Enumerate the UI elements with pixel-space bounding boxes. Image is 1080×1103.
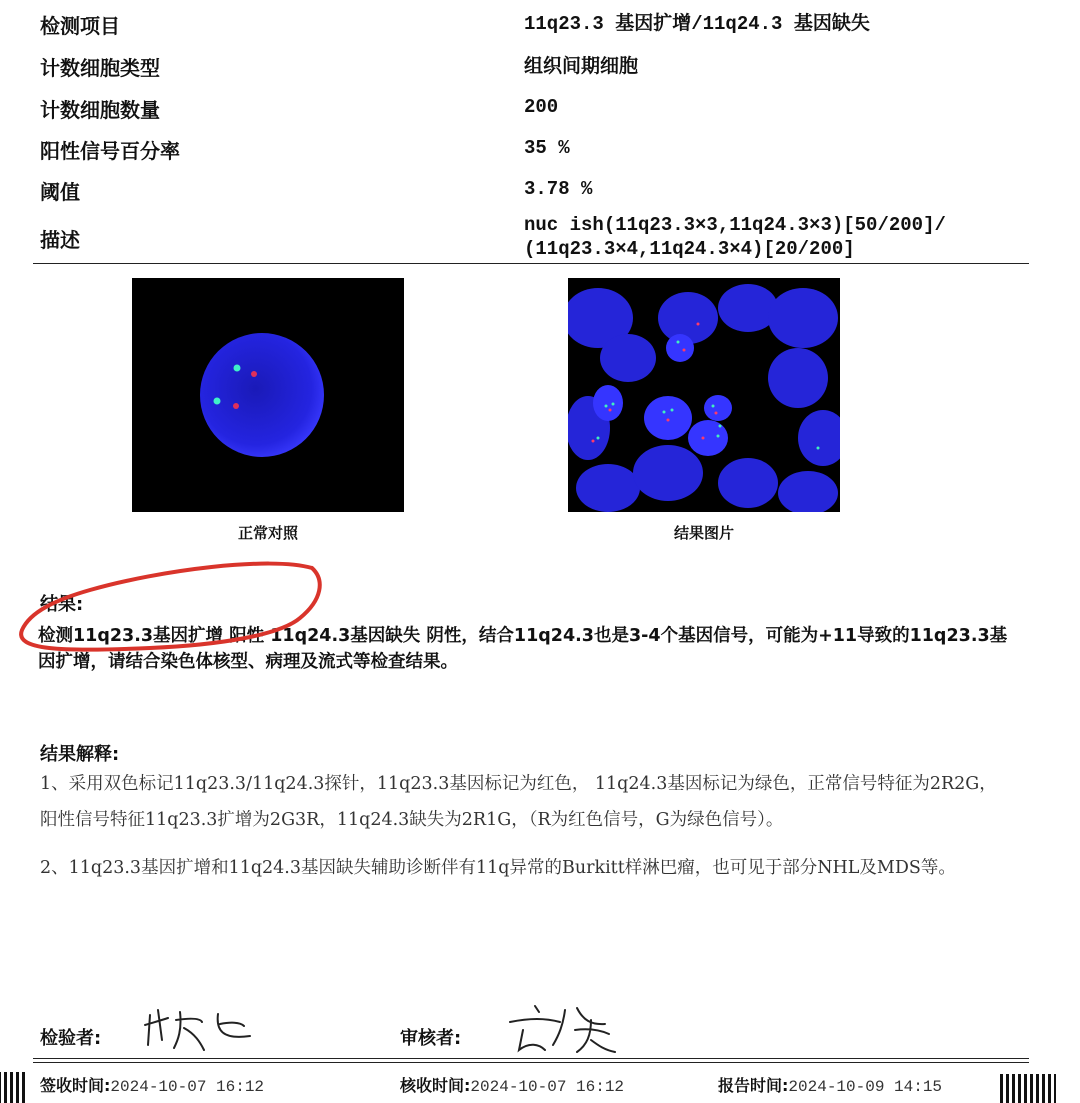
value-description-line2: (11q23.3×4,11q24.3×4)[20/200]: [524, 238, 855, 260]
report-time-label: 报告时间:: [718, 1076, 789, 1095]
tester-label: 检验者:: [40, 1028, 102, 1049]
interpretation-paragraph-1: 1、采用双色标记11q23.3/11q24.3探针，11q23.3基因标记为红色， 11q24.3基因标记为绿色，正常信号特征为2R2G，阳性信号特征11q23.3扩增为2G3R，11q24.3缺失为2R1G，（R为红色信号，G为绿色信号）。: [40, 774, 997, 830]
tester-signature: [140, 1000, 260, 1055]
left-qr-code-icon: [0, 1072, 28, 1103]
check-time-value: 2024-10-07 16:12: [470, 1078, 625, 1096]
interpretation-title: 结果解释:: [40, 744, 120, 765]
normal-control-caption: 正常对照: [237, 524, 298, 542]
label-test-item: 检测项目: [40, 14, 120, 38]
table-divider: [33, 263, 1029, 264]
result-title: 结果:: [40, 594, 84, 615]
interpretation-paragraph-2: 2、11q23.3基因扩增和11q24.3基因缺失辅助诊断伴有11q异常的Burkitt样淋巴瘤，也可见于部分NHL及MDS等。: [40, 858, 956, 878]
red-annotation-stroke: [0, 550, 340, 670]
value-positive-rate: 35 %: [524, 137, 570, 159]
report-time-value: 2024-10-09 14:15: [788, 1078, 943, 1096]
reviewer-signature: [505, 1000, 625, 1060]
signature-divider-2: [33, 1062, 1029, 1063]
label-positive-rate: 阳性信号百分率: [40, 139, 180, 163]
result-text: 检测11q23.3基因扩增 阳性 11q24.3基因缺失 阴性，结合11q24.3也是3-4个基因信号，可能为+11导致的11q23.3基因扩增，请结合染色体核型、病理及流式等检查结果。: [38, 626, 1008, 672]
result-image-caption: 结果图片: [673, 524, 734, 542]
right-qr-code-icon: [1000, 1074, 1056, 1103]
value-test-item: 11q23.3 基因扩增/11q24.3 基因缺失: [524, 13, 870, 35]
result-image: [568, 278, 840, 512]
value-description-line1: nuc ish(11q23.3×3,11q24.3×3)[50/200]/: [524, 214, 946, 236]
label-cell-type: 计数细胞类型: [40, 56, 160, 80]
normal-control-image: [132, 278, 404, 512]
receive-time-label: 签收时间:: [40, 1076, 111, 1095]
value-cell-count: 200: [524, 96, 559, 118]
check-time: [400, 1073, 624, 1096]
receive-time: [40, 1073, 264, 1096]
report-time: [718, 1073, 942, 1096]
reviewer-label: 审核者:: [400, 1028, 462, 1049]
label-description: 描述: [40, 228, 80, 252]
receive-time-value: 2024-10-07 16:12: [110, 1078, 265, 1096]
signature-divider: [33, 1058, 1029, 1059]
check-time-label: 核收时间:: [400, 1076, 471, 1095]
interpretation-body: [40, 766, 1000, 886]
label-cell-count: 计数细胞数量: [40, 98, 160, 122]
label-threshold: 阈值: [40, 180, 80, 204]
value-cell-type: 组织间期细胞: [524, 55, 639, 77]
value-threshold: 3.78 %: [524, 178, 593, 200]
